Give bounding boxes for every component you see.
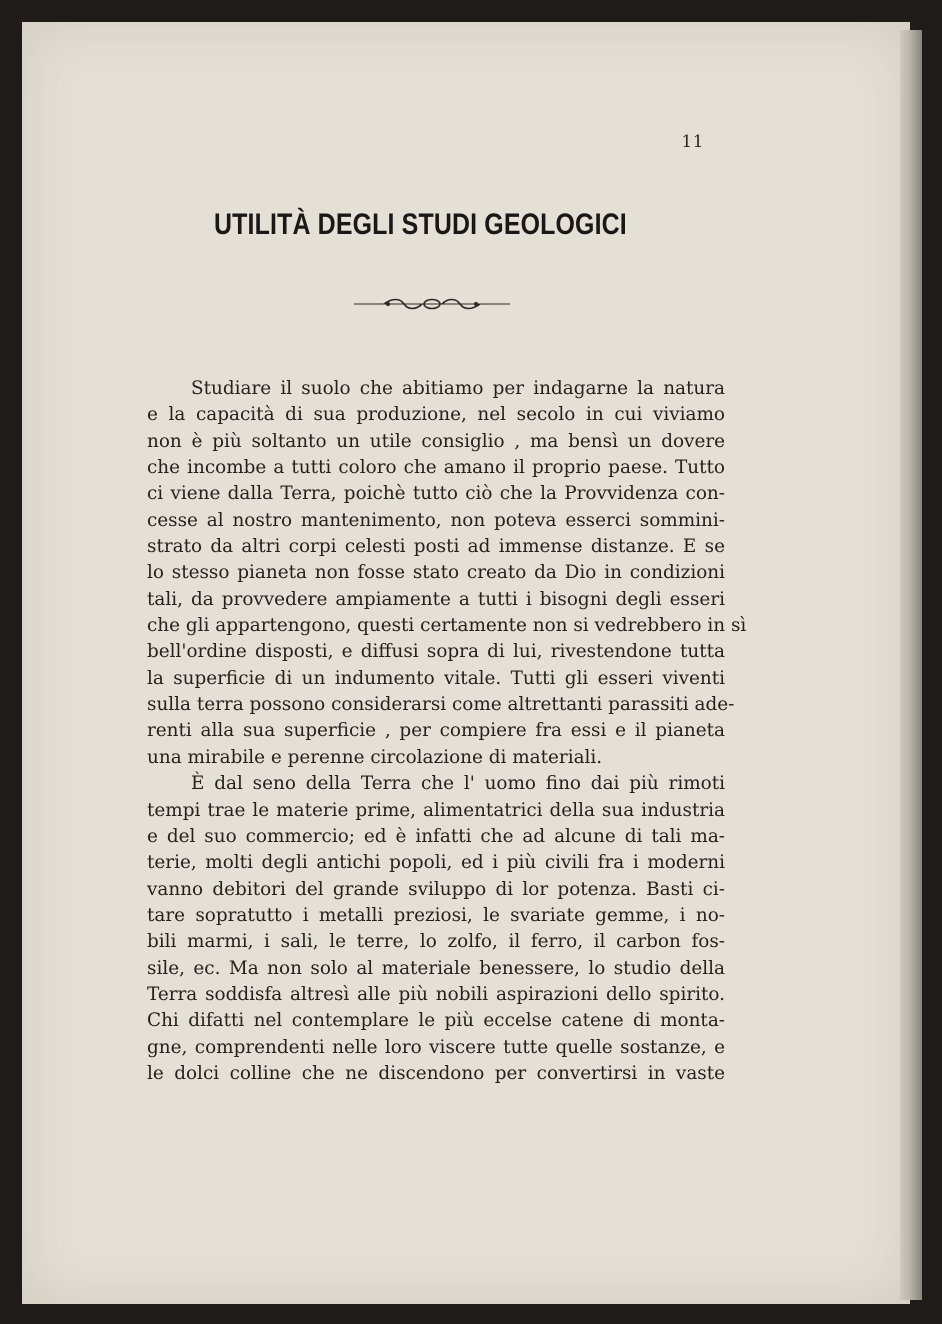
page-number: 11 bbox=[681, 132, 704, 152]
text-line: ci viene dalla Terra, poichè tutto ciò che la Provvidenza con- bbox=[147, 483, 725, 505]
text-line: strato da altri corpi celesti posti ad immense distanze. E se bbox=[147, 536, 725, 558]
text-line: la superficie di un indumento vitale. Tutti gli esseri viventi bbox=[147, 667, 725, 689]
text-line: che incombe a tutti coloro che amano il proprio paese. Tutto bbox=[147, 457, 725, 479]
text-line: una mirabile e perenne circolazione di materiali. bbox=[147, 746, 603, 768]
text-line: gne, comprendenti nelle loro viscere tutte quelle sostanze, e bbox=[147, 1036, 725, 1058]
text-line: cesse al nostro mantenimento, non poteva esserci sommini- bbox=[147, 509, 725, 531]
page-stack-edge bbox=[900, 30, 922, 1300]
text-line: lo stesso pianeta non fosse stato creato da Dio in condizioni bbox=[147, 562, 725, 584]
body-text bbox=[147, 376, 747, 1087]
text-line: le dolci colline che ne discendono per convertirsi in vaste bbox=[147, 1062, 725, 1084]
text-line: tare sopratutto i metalli preziosi, le svariate gemme, i no- bbox=[147, 904, 725, 926]
text-line: sile, ec. Ma non solo al materiale benessere, lo studio della bbox=[147, 957, 725, 979]
text-line: Studiare il suolo che abitiamo per indagarne la natura bbox=[191, 378, 725, 399]
text-line: e la capacità di sua produzione, nel secolo in cui viviamo bbox=[147, 404, 725, 426]
chapter-title: UTILITÀ DEGLI STUDI GEOLOGICI bbox=[214, 208, 627, 241]
text-line: bell'ordine disposti, e diffusi sopra di lui, rivestendone tutta bbox=[147, 641, 725, 663]
text-line: sulla terra possono considerarsi come altrettanti parassiti ade- bbox=[147, 694, 735, 716]
text-line: È dal seno della Terra che l' uomo fino dai più rimoti bbox=[191, 773, 725, 795]
text-line: vanno debitori del grande sviluppo di lor potenza. Basti ci- bbox=[147, 878, 725, 900]
text-line: Chi difatti nel contemplare le più eccelse catene di monta- bbox=[147, 1010, 725, 1032]
text-line: tempi trae le materie prime, alimentatrici della sua industria bbox=[147, 799, 725, 821]
text-line: che gli appartengono, questi certamente non si vedrebbero in sì bbox=[147, 615, 747, 637]
text-line: e del suo commercio; ed è infatti che ad alcune di tali ma- bbox=[147, 825, 725, 847]
text-line: terie, molti degli antichi popoli, ed i più civili fra i moderni bbox=[147, 852, 725, 874]
text-line: Terra soddisfa altresì alle più nobili aspirazioni dello spirito. bbox=[147, 983, 725, 1005]
text-line: renti alla sua superficie , per compiere fra essi e il pianeta bbox=[147, 720, 725, 742]
ornamental-divider-icon bbox=[348, 296, 516, 312]
text-line: tali, da provvedere ampiamente a tutti i bisogni degli esseri bbox=[147, 588, 725, 610]
text-line: non è più soltanto un utile consiglio , ma bensì un dovere bbox=[147, 430, 725, 452]
text-line: bili marmi, i sali, le terre, lo zolfo, il ferro, il carbon fos- bbox=[147, 931, 725, 953]
